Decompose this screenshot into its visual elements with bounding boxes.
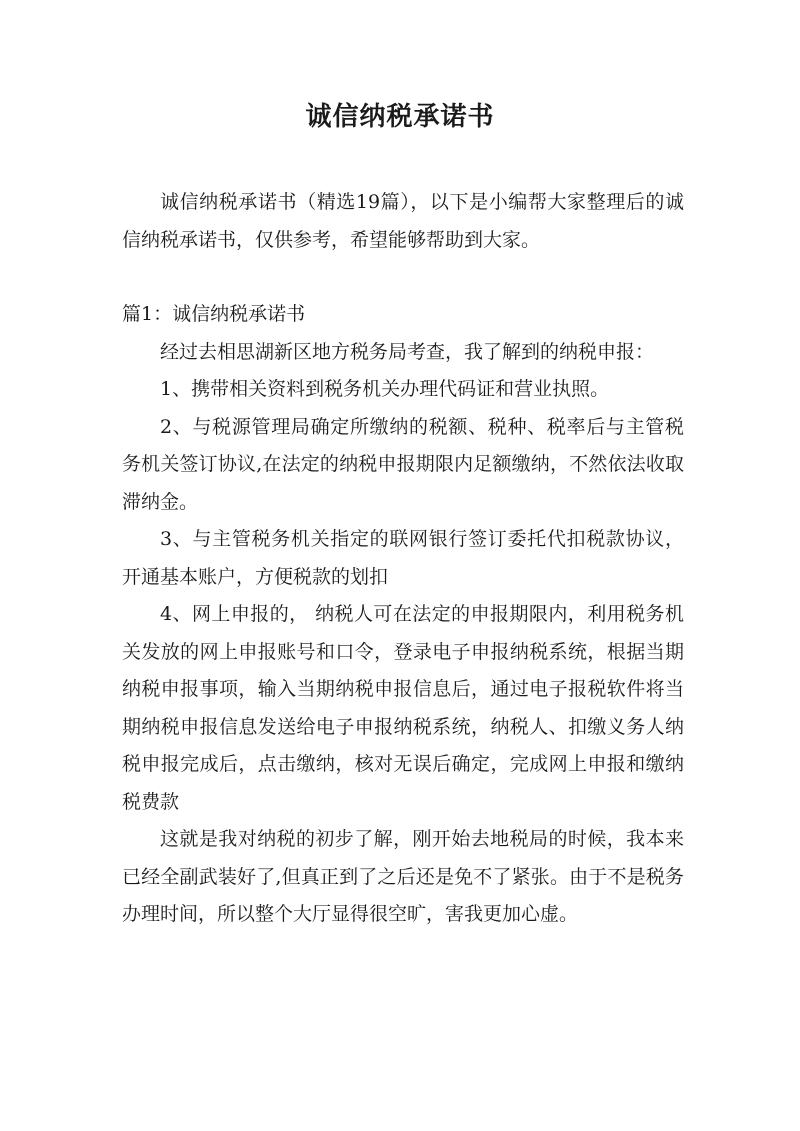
body-paragraph: 3、与主管税务机关指定的联网银行签订委托代扣税款协议，开通基本账户，方便税款的划扣 <box>122 528 684 588</box>
intro-paragraph: 诚信纳税承诺书（精选19篇），以下是小编帮大家整理后的诚信纳税承诺书，仅供参考，希望能够帮助到大家。 <box>122 191 684 251</box>
document-title: 诚信纳税承诺书 <box>305 102 495 132</box>
document-body <box>122 184 684 934</box>
section-heading: 篇1：诚信纳税承诺书 <box>122 303 306 325</box>
paragraph-spacer <box>122 259 684 296</box>
body-paragraph: 1、携带相关资料到税务机关办理代码证和营业执照。 <box>160 378 610 400</box>
body-paragraph: 2、与税源管理局确定所缴纳的税额、税种、税率后与主管税务机关签订协议,在法定的纳税申报期限内足额缴纳，不然依法收取滞纳金。 <box>122 415 684 513</box>
body-paragraph: 这就是我对纳税的初步了解，刚开始去地税局的时候，我本来已经全副武装好了,但真正到了之后还是免不了紧张。由于不是税务办理时间，所以整个大厅显得很空旷，害我更加心虚。 <box>122 828 684 925</box>
body-paragraph: 4、网上申报的， 纳税人可在法定的申报期限内，利用税务机关发放的网上申报账号和口令，登录电子申报纳税系统，根据当期纳税申报事项，输入当期纳税申报信息后，通过电子报税软件将当期纳税申报信息发送给电子申报纳税系统，纳税人、扣缴义务人纳税申报完成后，点击缴纳，核对无误后确定，完成网上申报和缴纳税费款 <box>122 603 684 813</box>
body-paragraph: 经过去相思湖新区地方税务局考查，我了解到的纳税申报： <box>160 340 655 363</box>
